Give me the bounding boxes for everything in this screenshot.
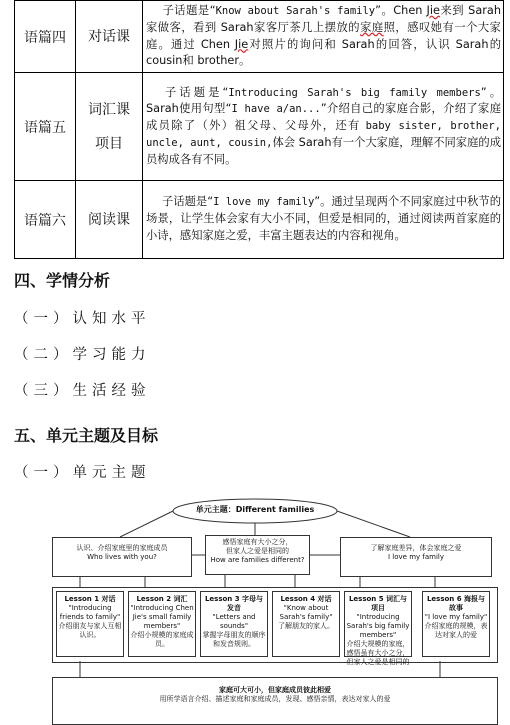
lesson-box-desc: 介绍朋友与家人互相认识。 (58, 622, 122, 639)
text-segment: 家庭 (360, 20, 384, 34)
text-segment: ”介绍自己的家庭合影，介绍了家庭成员除了（外）祖父母、父母外，还有 (146, 102, 501, 133)
lesson-box (344, 591, 412, 666)
text-segment: 来到 Sarah家做客，看到 Sarah家客厅茶几上摆放的 (146, 3, 501, 34)
left-goal-line: Who lives with you? (87, 553, 157, 561)
lesson-type-line: 词汇课 (88, 101, 130, 118)
lesson-box-desc: 介绍大规模的家庭，感悟虽有大小之分，但家人之爱是相同的 (346, 640, 410, 666)
center-goal-box (205, 535, 310, 575)
lesson-box-sub: "Know about Sarah's family" (279, 604, 333, 621)
subheading-cognitive: （一）认知水平 (14, 311, 151, 327)
lesson-box-title: Lesson 1 对话 (64, 595, 116, 603)
lesson-box-desc: 介绍家庭的规模，表达对家人的爱 (424, 622, 488, 639)
lesson-description (143, 181, 504, 259)
lesson-box-title: Lesson 2 词汇 (136, 595, 188, 603)
bottom-summary-box (52, 677, 498, 725)
lesson-box-desc: 了解朋友的家人。 (278, 622, 334, 630)
lesson-box-desc: 掌握字母朋友的顺序和发音规则。 (202, 631, 266, 648)
lesson-description (143, 73, 504, 181)
subheading-experience: （三）生活经验 (14, 383, 151, 399)
lesson-box-desc: 介绍小规模的家庭成员。 (130, 631, 194, 648)
lesson-type-line: 项目 (95, 135, 123, 152)
text-segment: 子话题是“ (162, 3, 216, 17)
subheading-unit-theme: （一）单元主题 (14, 465, 151, 481)
theme-label: 单元主题：Different families (195, 505, 315, 514)
right-goal-line: 了解家庭差异，体会家庭之爱 (370, 544, 462, 552)
lesson-box-title: Lesson 5 词汇与项目 (348, 595, 408, 612)
table-row (15, 181, 504, 259)
text-segment: Jie (234, 37, 249, 51)
connector-line (120, 511, 173, 537)
left-goal-box (52, 537, 192, 577)
lesson-table (14, 0, 504, 259)
lesson-box-title: Lesson 4 对话 (280, 595, 332, 603)
lesson-id: 语篇六 (15, 181, 76, 259)
unit-theme-diagram (40, 495, 510, 722)
summary-title: 家庭可大可小，但家庭成员彼此相爱 (219, 686, 331, 694)
right-goal-line: I love my family (388, 553, 444, 561)
lesson-box-sub: "Introducing Chen Jie's small family members" (130, 604, 194, 630)
lesson-box-title: Lesson 6 海报与故事 (426, 595, 486, 612)
table-row (15, 73, 504, 181)
right-goal-box (340, 537, 492, 577)
lesson-box-title: Lesson 3 字母与发音 (204, 595, 264, 612)
lesson-box (272, 591, 340, 657)
text-segment: I love my family (213, 196, 315, 209)
section-heading-4: 四、学情分析 (14, 271, 111, 290)
text-segment: Introducing Sarah's big family members (228, 86, 481, 99)
text-segment: baby sister, brother, uncle, aunt, cousin, (146, 120, 501, 149)
center-goal-line: How are families different? (210, 556, 305, 564)
center-goal-line: 但家人之爱是相同的 (226, 547, 289, 555)
text-segment: Jie (426, 3, 440, 17)
lesson-type: 阅读课 (76, 181, 143, 259)
lesson-id: 语篇四 (15, 1, 76, 73)
lesson-type: 对话课 (76, 1, 143, 73)
text-segment: Know about Sarah's family (215, 4, 376, 17)
summary-text: 用所学语言介绍、描述家庭和家庭成员，发现、感悟亲情，表达对家人的爱 (159, 695, 391, 703)
text-segment: 体会 Sarah有一个大家庭，理解不同家庭的成员构成各有不同。 (146, 135, 501, 166)
text-segment: 子话题是“ (162, 85, 229, 99)
left-goal-line: 认识、介绍家庭里的家庭成员 (76, 544, 168, 552)
lesson-box-sub: "Introducing Sarah's big family members" (346, 613, 410, 639)
text-segment: 照，感叹她有一个大家庭。通过 Chen (146, 20, 501, 51)
connector-line (337, 511, 410, 537)
text-segment: I have a/an... (231, 103, 321, 116)
lesson-box-sub: "Introducing friends to family" (59, 604, 121, 621)
table-row (15, 1, 504, 73)
text-segment: ”。Sarah使用句型“ (146, 85, 502, 116)
lesson-box-sub: "Letters and sounds" (212, 613, 256, 630)
lesson-id: 语篇五 (15, 73, 76, 181)
text-segment: ”。通过呈现两个不同家庭过中秋节的场景，让学生体会家有大小不同，但爱是相同的，通过阅读两首家庭的小诗，感知家庭之爱，丰富主题表达的内容和视角。 (146, 195, 501, 242)
subheading-ability: （二）学习能力 (14, 347, 151, 363)
center-goal-line: 感悟家庭有大小之分， (222, 538, 293, 546)
text-segment: 对照片的询问和 Sarah的回答，认识 Sarah的 cousin和 brother。 (146, 37, 501, 68)
lesson-box (200, 591, 268, 657)
text-segment: ”。Chen (375, 3, 427, 17)
lesson-type (76, 73, 143, 181)
lesson-description (143, 1, 504, 73)
lesson-box (422, 591, 490, 657)
lesson-box (128, 591, 196, 657)
lesson-box (56, 591, 124, 657)
text-segment: 子话题是“ (162, 195, 214, 209)
section-heading-5: 五、单元主题及目标 (14, 426, 159, 445)
lesson-box-sub: "I love my family" (424, 613, 488, 621)
